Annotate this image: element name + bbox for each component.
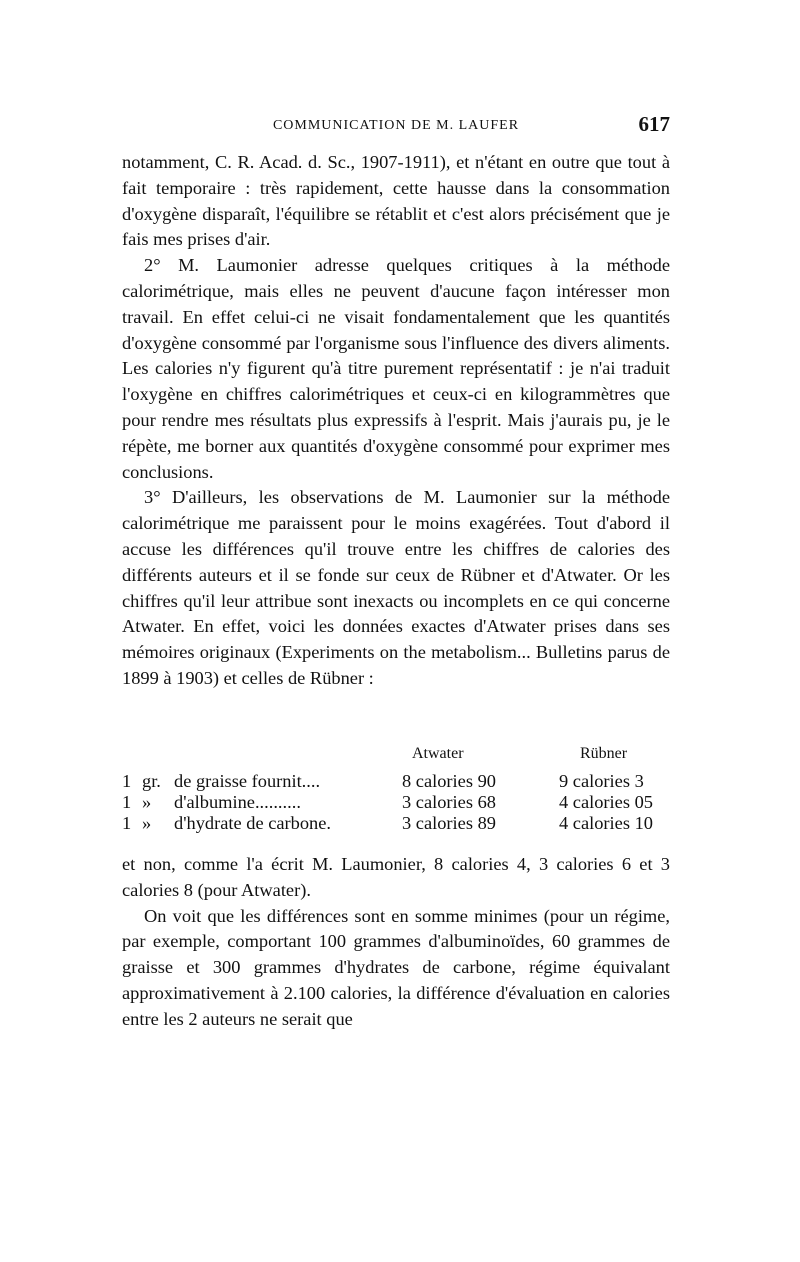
cell-atwater: 3 calories 68: [402, 792, 496, 812]
cell-rubner: 4 calories 05: [559, 792, 653, 812]
cell-rubner: 9 calories 3: [559, 771, 644, 791]
table-row: [122, 813, 670, 834]
column-header-rubner: Rübner: [580, 745, 628, 762]
cell-item: d'hydrate de carbone.: [174, 813, 332, 833]
paragraph: notamment, C. R. Acad. d. Sc., 1907-1911), et n'étant en outre que tout à fait temporaire : très rapidement, cette hausse dans la consommation d'oxygène disparaît, l'équilibre se rétablit et c'est alors précisément que je fais mes prises d'air.: [122, 152, 670, 250]
column-header-atwater: Atwater: [412, 745, 464, 762]
cell-item: de graisse fournit....: [174, 771, 321, 791]
paragraph: 2° M. Laumonier adresse quelques critiques à la méthode calorimétrique, mais elles ne peuvent d'aucune façon intéresser mon travail. En effet celui-ci ne visait fondamentalement que les quantités d'oxygène consommé par l'organisme sous l'influence des divers aliments. Les calories n'y figurent qu'à titre purement représentatif : je n'ai traduit l'oxygène en chiffres calorimétriques et ceux-ci en kilogrammètres que pour rendre mes résultats plus expressifs à l'esprit. Mais j'aurais pu, je le répète, me borner aux quantités d'oxygène consommé pour exprimer mes conclusions.: [122, 255, 670, 482]
cell-rubner: 4 calories 10: [559, 813, 653, 833]
paragraph: et non, comme l'a écrit M. Laumonier, 8 calories 4, 3 calories 6 et 3 calories 8 (pour Atwater).: [122, 854, 670, 900]
cell-item: d'albumine..........: [174, 792, 301, 812]
paragraph: 3° D'ailleurs, les observations de M. Laumonier sur la méthode calorimétrique me paraissent pour le moins exagérées. Tout d'abord il accuse les différences qu'il trouve entre les chiffres de calories des différents auteurs et il se fonde sur ceux de Rübner et d'Atwater. Or les chiffres qu'il leur attribue sont inexacts ou incomplets en ce qui concerne Atwater. En effet, voici les données exactes d'Atwater prises dans ses mémoires originaux (Experiments on the metabolism... Bulletins parus de 1899 à 1903) et celles de Rübner :: [122, 487, 670, 688]
cell-qty: 1: [122, 792, 132, 812]
table-header: [122, 745, 670, 771]
body-text-bottom: [122, 852, 670, 1033]
cell-qty: 1: [122, 771, 132, 791]
running-header: [122, 112, 670, 142]
cell-atwater: 3 calories 89: [402, 813, 496, 833]
table-row: [122, 792, 670, 813]
cell-unit: »: [142, 792, 152, 812]
body-text-top: [122, 150, 670, 692]
cell-qty: 1: [122, 813, 132, 833]
cell-unit: »: [142, 813, 152, 833]
cell-atwater: 8 calories 90: [402, 771, 496, 791]
table-row: [122, 771, 670, 792]
cell-unit: gr.: [142, 771, 161, 791]
calorie-table: [122, 745, 670, 834]
page-number: 617: [638, 112, 670, 136]
paragraph: On voit que les différences sont en somme minimes (pour un régime, par exemple, comportant 100 grammes d'albuminoïdes, 60 grammes de graisse et 300 grammes d'hydrates de carbone, régime équivalant approximativement à 2.100 calories, la différence d'évaluation en calories entre les 2 auteurs ne serait que: [122, 905, 670, 1029]
header-title: COMMUNICATION DE M. LAUFER: [272, 118, 520, 133]
